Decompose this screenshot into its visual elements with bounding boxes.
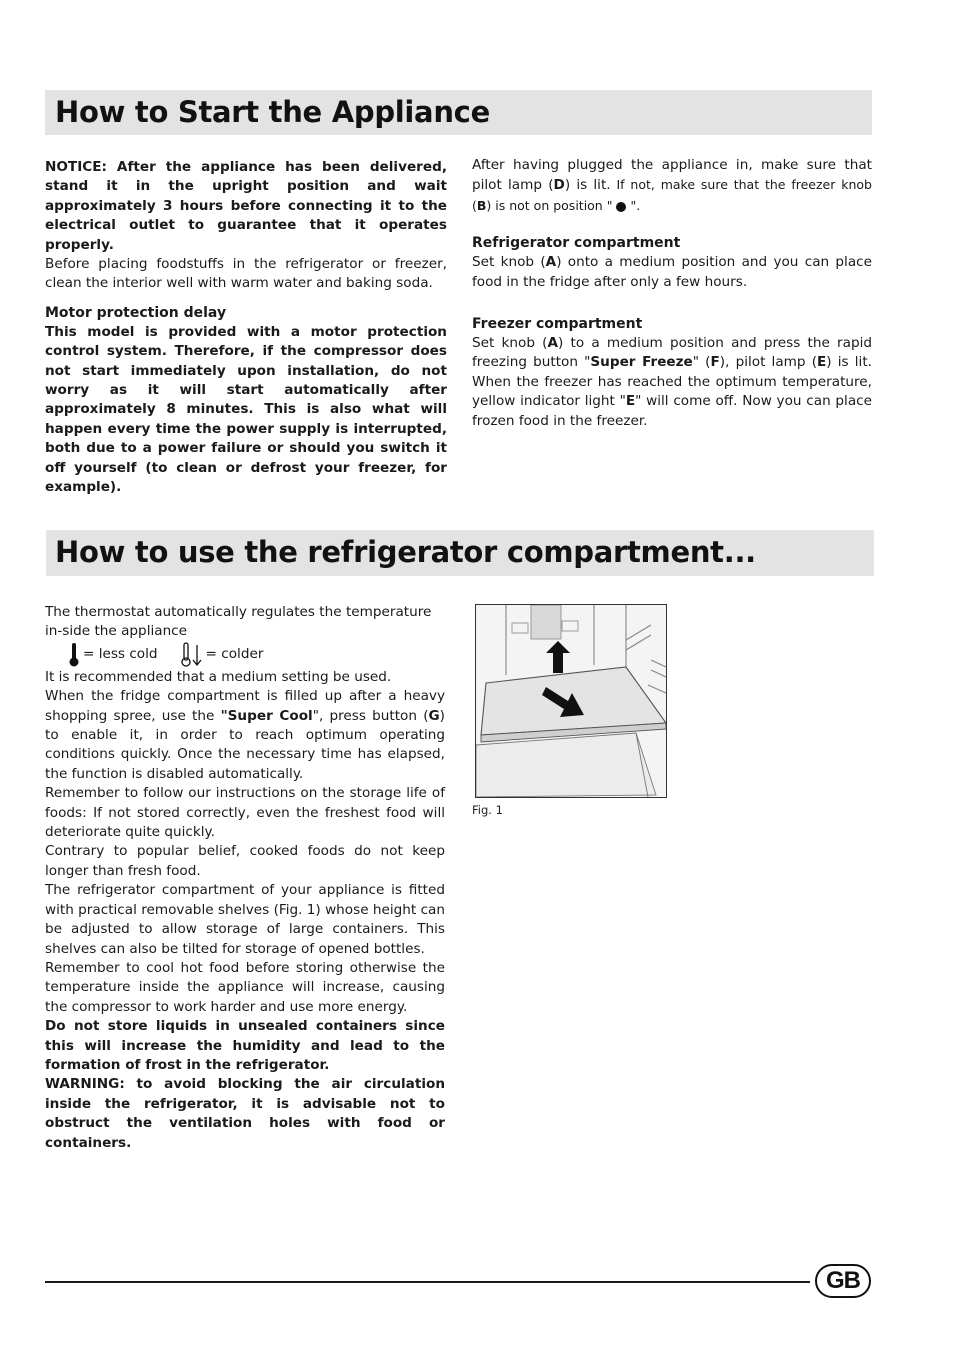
plug-text: [472, 156, 872, 216]
plug-text-f: ".: [630, 197, 641, 213]
notice-text: NOTICE: After the appliance has been delivered, stand it in the upright position and wait approximately 3 hours before connecting it to the electrical outlet to guarantee that it operates properly.: [45, 159, 447, 253]
hot-food-text: Remember to cool hot food before storing otherwise the temperature inside the appliance will increase, causing the compressor to work harder and use more energy.: [45, 959, 445, 1015]
fridge-shelf-drawing: [476, 605, 666, 797]
section-title-start: How to Start the Appliance: [55, 95, 490, 129]
super-cool-text: [45, 687, 445, 784]
thermometer-colder-icon: [180, 642, 204, 668]
cleaning-text: Before placing foodstuffs in the refrigerator or freezer, clean the interior well with warm water and baking soda.: [45, 256, 447, 292]
freezer-knob-b: B: [476, 197, 487, 213]
freezer-heading: Freezer compartment: [472, 316, 643, 333]
shelves-text: The refrigerator compartment of your appliance is fitted with practical removable shelves (Fig. 1) whose height can be adjusted to allow storage of large containers. This shelves can also be tilted for storage of opened bottles.: [45, 882, 445, 957]
pilot-lamp-e: E: [817, 354, 827, 371]
plug-text-b: ) is lit.: [564, 177, 611, 194]
section-title-fridge: How to use the refrigerator compartment...: [55, 535, 756, 569]
super-cool-quote: ",: [312, 707, 324, 724]
thermostat-intro: The thermostat automatically regulates the temperature in-side the appliance: [45, 604, 432, 640]
storage-life-text: Remember to follow our instructions on the storage life of foods: If not stored correctly, even the freshest food will deteriorate quite quickly.: [45, 785, 445, 841]
super-cool-text-c: press button (: [323, 707, 429, 724]
indicator-light-e: E: [625, 393, 636, 410]
fridge-text-a: Set knob (: [472, 254, 546, 271]
ventilation-warning: WARNING: to avoid blocking the air circulation inside the refrigerator, it is advisable not to obstruct the ventilation holes with food or containers.: [45, 1076, 445, 1151]
thermostat-legend: [67, 642, 445, 668]
medium-setting-text: It is recommended that a medium setting be used.: [45, 668, 392, 685]
footer-rule: [45, 1281, 810, 1283]
button-g: G: [428, 707, 440, 724]
freezer-text-a: Set knob (: [472, 335, 548, 352]
pilot-lamp-d: D: [553, 177, 565, 194]
motor-text: This model is provided with a motor protection control system. Therefore, if the compressor does not start immediately upon installation, do not worry as it will start automatically after approximately 8 minutes. This is also what will happen every time the power supply is interrupted, both due to a power failure or should you switch it off yourself (to clean or defrost your freezer, for example).: [45, 323, 447, 496]
freezer-text-d: ), pilot lamp (: [719, 354, 817, 371]
fridge-left-column: [45, 603, 445, 1153]
figure-caption: Fig. 1: [472, 803, 503, 817]
super-cool-text-a: When the fridge compartment is filled up after a heavy shopping spree, use the: [45, 688, 445, 724]
motor-heading: Motor protection delay: [45, 304, 227, 321]
plug-text-a: After having plugged the appliance in, make sure that pilot lamp (: [472, 157, 872, 194]
fridge-text-b: ) onto a medium position and you can place food in the fridge after only a few hours.: [472, 254, 873, 290]
freezer-text-b: ) to a medium position and press the rapid freezing button ": [472, 335, 872, 371]
super-cool-label: "Super Cool: [220, 707, 313, 724]
language-badge: GB: [815, 1264, 871, 1298]
super-freeze-label: Super Freeze: [590, 354, 693, 371]
freezer-text: [472, 334, 872, 431]
liquids-warning: Do not store liquids in unsealed containers since this will increase the humidity and lead to the formation of frost in the refrigerator.: [45, 1018, 445, 1073]
colder-label: = colder: [205, 646, 264, 663]
less-cold-label: = less cold: [83, 646, 158, 663]
figure-1-shelf-illustration: [475, 604, 667, 798]
freezer-text-h: " will come off. Now you can place frozen food in the freezer.: [472, 393, 873, 429]
fridge-heading: Refrigerator compartment: [472, 235, 681, 252]
section-banner-start: [45, 90, 872, 135]
fridge-text: [472, 253, 872, 292]
freezer-text-c: " (: [692, 354, 711, 371]
dot-position-icon: [616, 202, 626, 212]
freezer-text-g: ) is lit. When the freezer has reached the optimum temperature, yellow indicator light ": [472, 354, 872, 410]
plug-text-c: If not, make sure that the freezer knob (: [472, 177, 872, 213]
start-right-column: [472, 156, 872, 431]
thermometer-icon: [67, 642, 81, 668]
cooked-food-text: Contrary to popular belief, cooked foods do not keep longer than fresh food.: [45, 843, 445, 879]
super-cool-text-d: ) to enable it, in order to reach optimum operating conditions quickly. Once the necessary time has elapsed, the function is disabled automatically.: [45, 707, 445, 782]
start-left-column: [45, 158, 447, 498]
section-banner-fridge: [46, 530, 874, 576]
plug-text-e: ) is not on position ": [486, 197, 613, 213]
button-f: F: [710, 354, 720, 371]
freezer-knob-a: A: [547, 335, 559, 352]
fridge-knob-a: A: [545, 254, 557, 271]
